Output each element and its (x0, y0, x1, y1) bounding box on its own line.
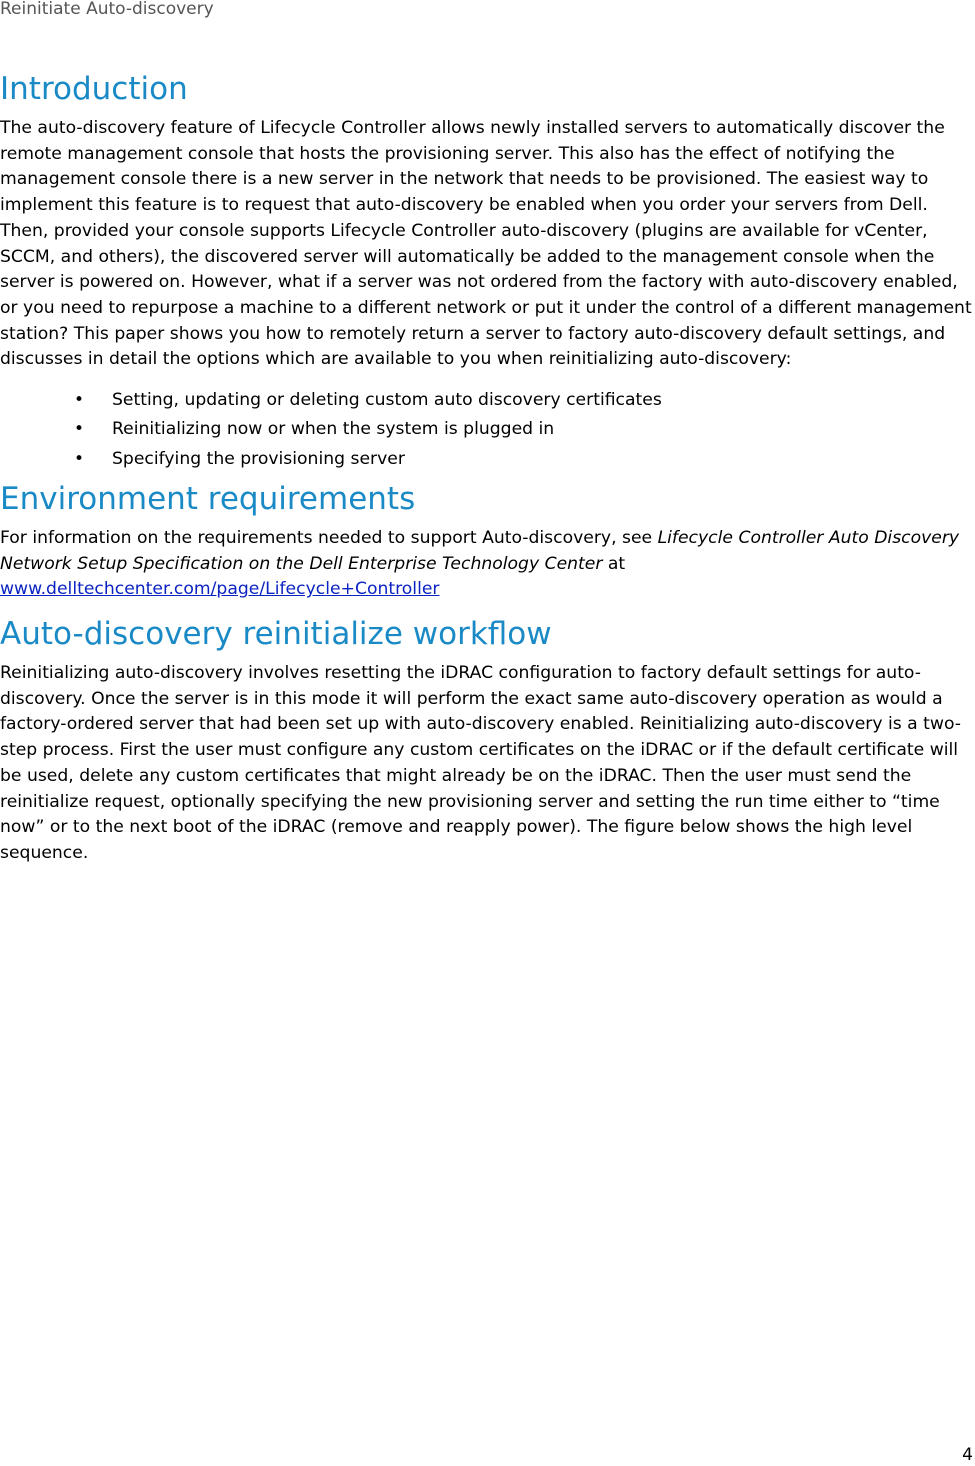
environment-text-after: at (602, 553, 626, 574)
workflow-heading: Auto-discovery reinitialize workflow (0, 616, 552, 653)
list-item-text: Specifying the provisioning server (112, 448, 405, 469)
delltechcenter-link[interactable]: www.delltechcenter.com/page/Lifecycle+Controller (0, 579, 440, 600)
page-number: 4 (962, 1445, 973, 1465)
introduction-paragraph: The auto-discovery feature of Lifecycle Controller allows newly installed servers to automatically discover the remote management console that hosts the provisioning server. This also has the effect of notifying the management console there is a new server in the network that needs to be provisioned. The easiest way to implement this feature is to request that auto-discovery be enabled when you order your servers from Dell. Then, provided your console supports Lifecycle Controller auto-discovery (plugins are available for vCenter, SCCM, and others), the discovered server will automatically be added to the management console when the server is powered on. However, what if a server was not ordered from the factory with auto-discovery enabled, or you need to repurpose a machine to a different network or put it under the control of a different management station? This paper shows you how to remotely return a server to factory auto-discovery default settings, and discusses in detail the options which are available to you when reinitializing auto-discovery: (0, 118, 972, 370)
spec-document-title: Lifecycle Controller Auto Discovery Network Setup Specification on the Dell Enterprise Technology Center (0, 527, 960, 574)
list-item (0, 386, 972, 415)
bullet-icon: • (74, 390, 85, 411)
list-item-text: Setting, updating or deleting custom auto discovery certificates (112, 390, 662, 411)
bullet-icon: • (74, 419, 85, 440)
options-list (0, 386, 972, 474)
running-header: Reinitiate Auto-discovery (0, 0, 214, 19)
workflow-paragraph: Reinitializing auto-discovery involves resetting the iDRAC configuration to factory default settings for auto-discovery. Once the server is in this mode it will perform the exact same auto-discovery operation as would a factory-ordered server that had been set up with auto-discovery enabled. Reinitializing auto-discovery is a two-step process. First the user must configure any custom certificates on the iDRAC or if the default certificate will be used, delete any custom certificates that might already be on the iDRAC. Then the user must send the reinitialize request, optionally specifying the new provisioning server and setting the run time either to “time now” or to the next boot of the iDRAC (remove and reapply power). The figure below shows the high level sequence. (0, 663, 961, 863)
list-item-text: Reinitializing now or when the system is plugged in (112, 419, 555, 440)
environment-text-before: For information on the requirements needed to support Auto-discovery, see (0, 527, 658, 548)
environment-heading: Environment requirements (0, 480, 416, 517)
environment-paragraph (0, 526, 972, 603)
introduction-heading: Introduction (0, 71, 188, 107)
bullet-icon: • (74, 448, 85, 469)
environment-section (0, 480, 972, 603)
workflow-section (0, 615, 972, 867)
list-item (0, 445, 972, 474)
introduction-section (0, 70, 972, 474)
list-item (0, 415, 972, 444)
document-body (0, 70, 972, 867)
